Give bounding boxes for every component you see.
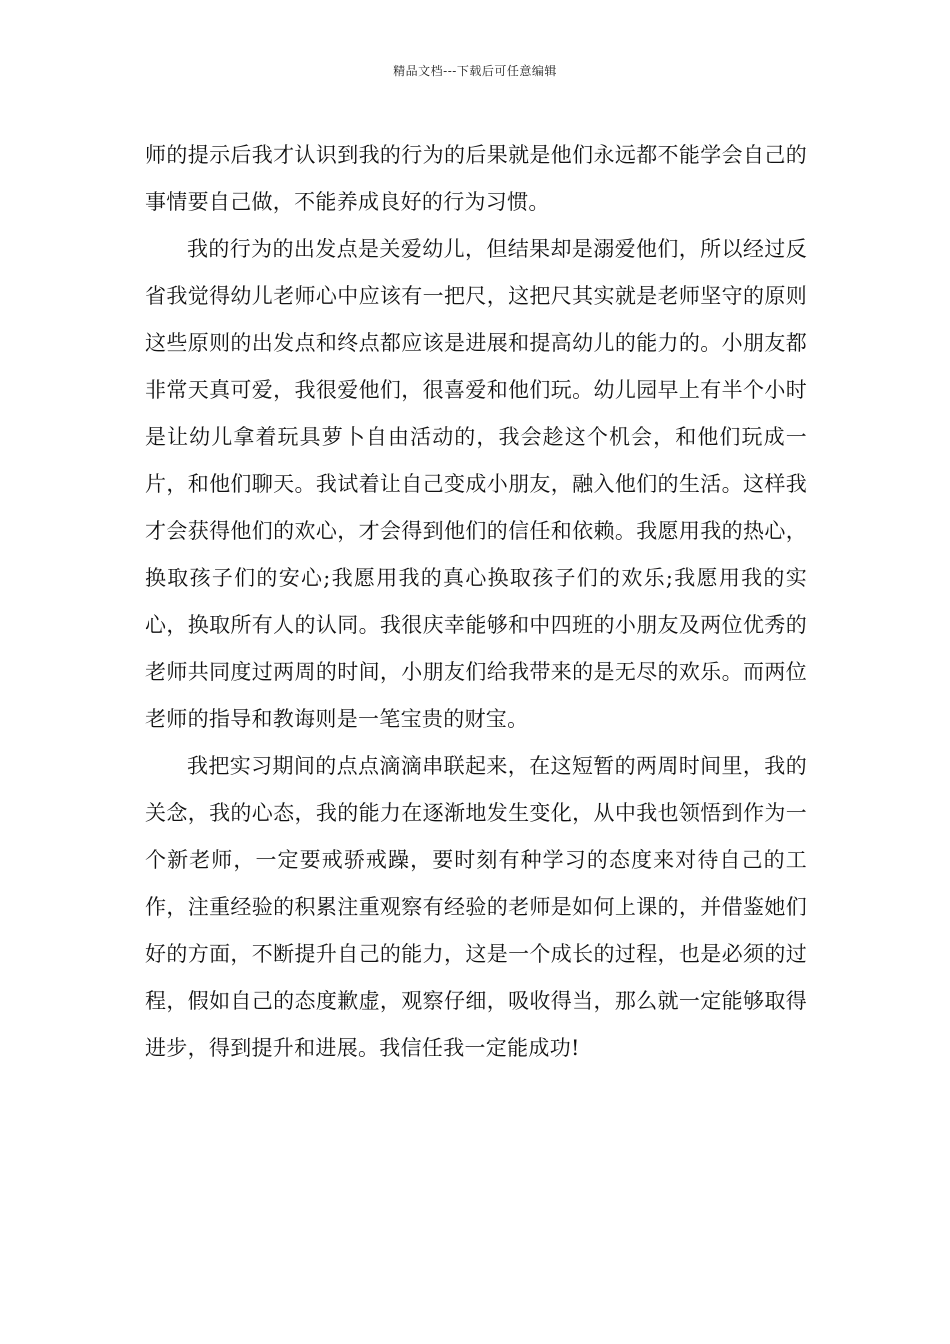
page-header: 精品文档---下载后可任意编辑 — [393, 64, 557, 78]
paragraph-1: 师的提示后我才认识到我的行为的后果就是他们永远都不能学会自己的事情要自己做，不能养成良好的行为习惯。 — [145, 143, 807, 214]
document-body — [145, 132, 807, 1072]
paragraph-3: 我把实习期间的点点滴滴串联起来，在这短暂的两周时间里，我的关念，我的心态，我的能力在逐渐地发生变化，从中我也领悟到作为一个新老师，一定要戒骄戒躁，要时刻有种学习的态度来对待自己的工作，注重经验的积累注重观察有经验的老师是如何上课的，并借鉴她们好的方面，不断提升自己的能力，这是一个成长的过程，也是必须的过程，假如自己的态度歉虚，观察仔细，吸收得当，那么就一定能够取得进步，得到提升和进展。我信任我一定能成功! — [145, 754, 807, 1060]
paragraph-2: 我的行为的出发点是关爱幼儿，但结果却是溺爱他们，所以经过反省我觉得幼儿老师心中应该有一把尺，这把尺其实就是老师坚守的原则这些原则的出发点和终点都应该是进展和提高幼儿的能力的。小朋友都非常天真可爱，我很爱他们，很喜爱和他们玩。幼儿园早上有半个小时是让幼儿拿着玩具萝卜自由活动的，我会趁这个机会，和他们玩成一片，和他们聊天。我试着让自己变成小朋友，融入他们的生活。这样我才会获得他们的欢心，才会得到他们的信任和依赖。我愿用我的热心，换取孩子们的安心;我愿用我的真心换取孩子们的欢乐;我愿用我的实心，换取所有人的认同。我很庆幸能够和中四班的小朋友及两位优秀的老师共同度过两周的时间，小朋友们给我带来的是无尽的欢乐。而两位老师的指导和教诲则是一笔宝贵的财宝。 — [145, 237, 807, 731]
